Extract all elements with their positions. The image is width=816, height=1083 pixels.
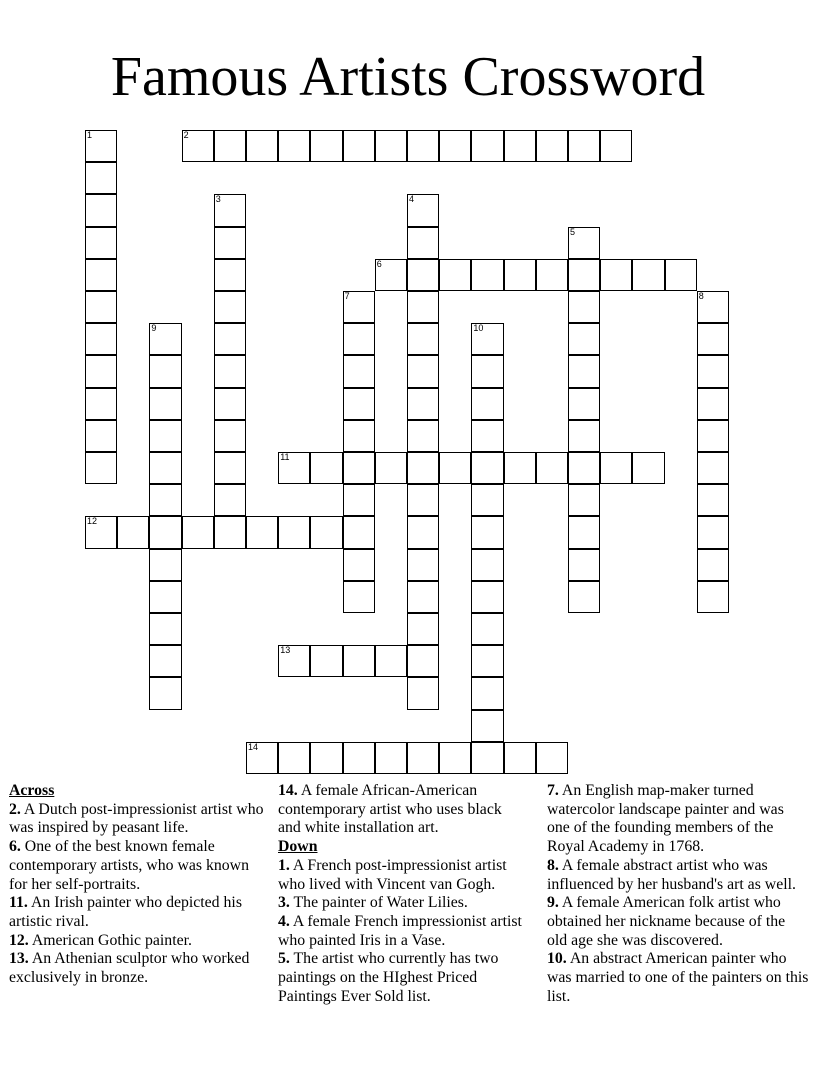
grid-cell[interactable] [407,613,439,645]
grid-cell[interactable] [407,549,439,581]
clue-number: 12 [87,516,98,527]
grid-cell[interactable] [149,355,181,387]
grid-cell[interactable] [343,516,375,548]
grid-cell[interactable] [310,742,342,774]
grid-cell[interactable] [407,677,439,709]
grid-cell[interactable] [85,259,117,291]
grid-cell[interactable] [343,130,375,162]
grid-cell[interactable] [471,420,503,452]
grid-cell[interactable] [568,355,600,387]
grid-cell[interactable] [149,581,181,613]
grid-cell[interactable] [632,452,664,484]
grid-cell[interactable] [407,130,439,162]
clue-number: 14 [248,741,259,752]
grid-cell[interactable] [85,291,117,323]
grid-cell[interactable] [407,355,439,387]
grid-cell[interactable] [407,194,439,226]
grid-cell[interactable] [85,162,117,194]
grid-cell[interactable] [471,452,503,484]
grid-cell[interactable] [343,484,375,516]
grid-cell[interactable] [568,130,600,162]
clue-number: 8 [698,291,704,301]
grid-cell[interactable] [149,516,181,548]
grid-cell[interactable] [149,452,181,484]
grid-cell[interactable] [375,452,407,484]
grid-cell[interactable] [214,420,246,452]
grid-cell[interactable] [375,645,407,677]
grid-cell[interactable] [697,452,729,484]
down-heading: Down [278,838,318,856]
grid-cell[interactable] [246,130,278,162]
grid-cell[interactable] [343,355,375,387]
grid-cell[interactable] [407,742,439,774]
grid-cell[interactable] [214,516,246,548]
grid-cell[interactable] [343,549,375,581]
grid-cell[interactable] [214,194,246,226]
grid-cell[interactable] [568,420,600,452]
grid-cell[interactable] [407,291,439,323]
grid-cell[interactable] [407,484,439,516]
grid-cell[interactable] [471,130,503,162]
grid-cell[interactable] [407,420,439,452]
grid-cell[interactable] [278,742,310,774]
grid-cell[interactable] [471,710,503,742]
grid-cell[interactable] [568,388,600,420]
grid-cell[interactable] [149,645,181,677]
clue-down-7: 7. An English map-maker turned watercolor landscape painter and was one of the founding members of the Royal Academy in 1768. [547,782,784,856]
clue-across-14: 14. A female African-American contemporary artist who uses black and white installation art. [278,782,502,837]
clue-across-13: 13. An Athenian sculptor who worked exclusively in bronze. [9,950,250,987]
grid-cell[interactable] [568,291,600,323]
grid-cell[interactable] [214,452,246,484]
grid-cell[interactable] [471,355,503,387]
grid-cell[interactable] [214,130,246,162]
clue-across-2: 2. A Dutch post-impressionist artist who was inspired by peasant life. [9,800,264,837]
grid-cell[interactable] [568,227,600,259]
clue-number: 9 [151,323,157,334]
clue-number: 2 [183,130,189,140]
grid-cell[interactable] [214,259,246,291]
grid-cell[interactable] [214,323,246,355]
grid-cell[interactable] [471,259,503,291]
grid-cell[interactable] [504,130,536,162]
clue-across-11: 11. An Irish painter who depicted his artistic rival. [9,894,242,930]
grid-cell[interactable] [600,452,632,484]
grid-cell[interactable] [214,388,246,420]
grid-cell[interactable] [85,355,117,387]
clues-column-1 [9,782,264,988]
grid-cell[interactable] [697,388,729,420]
grid-cell[interactable] [471,549,503,581]
grid-cell[interactable] [471,323,503,355]
grid-cell[interactable] [471,613,503,645]
clue-down-4: 4. A female French impressionist artist who painted Iris in a Vase. [278,912,522,949]
grid-cell[interactable] [278,452,310,484]
grid-cell[interactable] [343,452,375,484]
clue-number: 3 [215,194,221,205]
grid-cell[interactable] [504,742,536,774]
grid-cell[interactable] [407,452,439,484]
grid-cell[interactable] [697,323,729,355]
grid-cell[interactable] [310,645,342,677]
grid-cell[interactable] [407,323,439,355]
grid-cell[interactable] [310,130,342,162]
grid-cell[interactable] [343,742,375,774]
grid-cell[interactable] [568,581,600,613]
grid-cell[interactable] [439,259,471,291]
grid-cell[interactable] [214,355,246,387]
grid-cell[interactable] [246,742,278,774]
grid-cell[interactable] [278,516,310,548]
clue-number: 11 [280,452,290,462]
grid-cell[interactable] [504,259,536,291]
grid-cell[interactable] [85,323,117,355]
grid-cell[interactable] [407,227,439,259]
grid-cell[interactable] [568,323,600,355]
clue-number: 7 [344,291,350,301]
grid-cell[interactable] [375,742,407,774]
grid-cell[interactable] [149,613,181,645]
grid-cell[interactable] [536,259,568,291]
grid-cell[interactable] [343,388,375,420]
grid-cell[interactable] [439,452,471,484]
grid-cell[interactable] [149,388,181,420]
clue-down-5: 5. The artist who currently has two paintings on the HIghest Priced Paintings Ever Sold list. [278,950,499,1005]
clue-number: 10 [473,323,484,334]
clue-down-1: 1. A French post-impressionist artist who lived with Vincent van Gogh. [278,856,507,893]
grid-cell[interactable] [149,677,181,709]
grid-cell[interactable] [182,130,214,162]
grid-cell[interactable] [439,130,471,162]
grid-cell[interactable] [407,645,439,677]
clue-number: 5 [570,226,576,237]
clue-across-6: 6. One of the best known female contemporary artists, who was known for her self-portraits. [9,838,249,893]
grid-cell[interactable] [697,291,729,323]
clues-column-2 [278,782,528,1006]
grid-cell[interactable] [697,516,729,548]
clue-down-8: 8. A female abstract artist who was influenced by her husband's art as well. [547,856,796,893]
grid-cell[interactable] [343,291,375,323]
grid-cell[interactable] [568,549,600,581]
grid-cell[interactable] [471,484,503,516]
grid-cell[interactable] [471,516,503,548]
grid-cell[interactable] [117,516,149,548]
grid-cell[interactable] [85,420,117,452]
grid-cell[interactable] [85,130,117,162]
grid-cell[interactable] [568,452,600,484]
grid-cell[interactable] [536,130,568,162]
clue-number: 4 [409,194,415,205]
grid-cell[interactable] [310,516,342,548]
grid-cell[interactable] [471,645,503,677]
grid-cell[interactable] [471,677,503,709]
clue-down-10: 10. An abstract American painter who was married to one of the painters on this list. [547,950,809,1005]
grid-cell[interactable] [310,452,342,484]
grid-cell[interactable] [407,581,439,613]
grid-cell[interactable] [407,259,439,291]
grid-cell[interactable] [85,388,117,420]
grid-cell[interactable] [149,323,181,355]
grid-cell[interactable] [536,452,568,484]
grid-cell[interactable] [343,581,375,613]
clue-down-9: 9. A female American folk artist who obtained her nickname because of the old age she was discovered. [547,894,786,949]
grid-cell[interactable] [182,516,214,548]
grid-cell[interactable] [536,742,568,774]
clue-number: 13 [280,645,291,656]
across-heading: Across [9,782,55,799]
grid-cell[interactable] [471,388,503,420]
grid-cell[interactable] [697,581,729,613]
grid-cell[interactable] [343,323,375,355]
clues-column-3 [547,782,809,1006]
grid-cell[interactable] [697,549,729,581]
clue-across-12: 12. American Gothic painter. [9,931,192,949]
grid-cell[interactable] [278,130,310,162]
grid-cell[interactable] [214,484,246,516]
grid-cell[interactable] [568,516,600,548]
grid-cell[interactable] [439,742,471,774]
clue-number: 1 [87,130,93,140]
grid-cell[interactable] [85,516,117,548]
grid-cell[interactable] [149,549,181,581]
grid-cell[interactable] [697,484,729,516]
grid-cell[interactable] [278,645,310,677]
grid-cell[interactable] [149,420,181,452]
grid-cell[interactable] [568,259,600,291]
grid-cell[interactable] [407,388,439,420]
grid-cell[interactable] [504,452,536,484]
grid-cell[interactable] [85,194,117,226]
grid-cell[interactable] [85,452,117,484]
grid-cell[interactable] [343,420,375,452]
grid-cell[interactable] [214,227,246,259]
grid-cell[interactable] [665,259,697,291]
clue-down-3: 3. The painter of Water Lilies. [278,894,468,912]
grid-cell[interactable] [214,291,246,323]
grid-cell[interactable] [568,484,600,516]
grid-cell[interactable] [471,742,503,774]
clue-number: 6 [376,258,382,269]
grid-cell[interactable] [600,259,632,291]
grid-cell[interactable] [343,645,375,677]
grid-cell[interactable] [600,130,632,162]
grid-cell[interactable] [407,516,439,548]
grid-cell[interactable] [375,130,407,162]
grid-cell[interactable] [697,420,729,452]
grid-cell[interactable] [85,227,117,259]
page-title: Famous Artists Crossword [110,46,706,108]
grid-cell[interactable] [697,355,729,387]
grid-cell[interactable] [632,259,664,291]
grid-cell[interactable] [246,516,278,548]
grid-cell[interactable] [149,484,181,516]
grid-cell[interactable] [375,259,407,291]
grid-cell[interactable] [471,581,503,613]
